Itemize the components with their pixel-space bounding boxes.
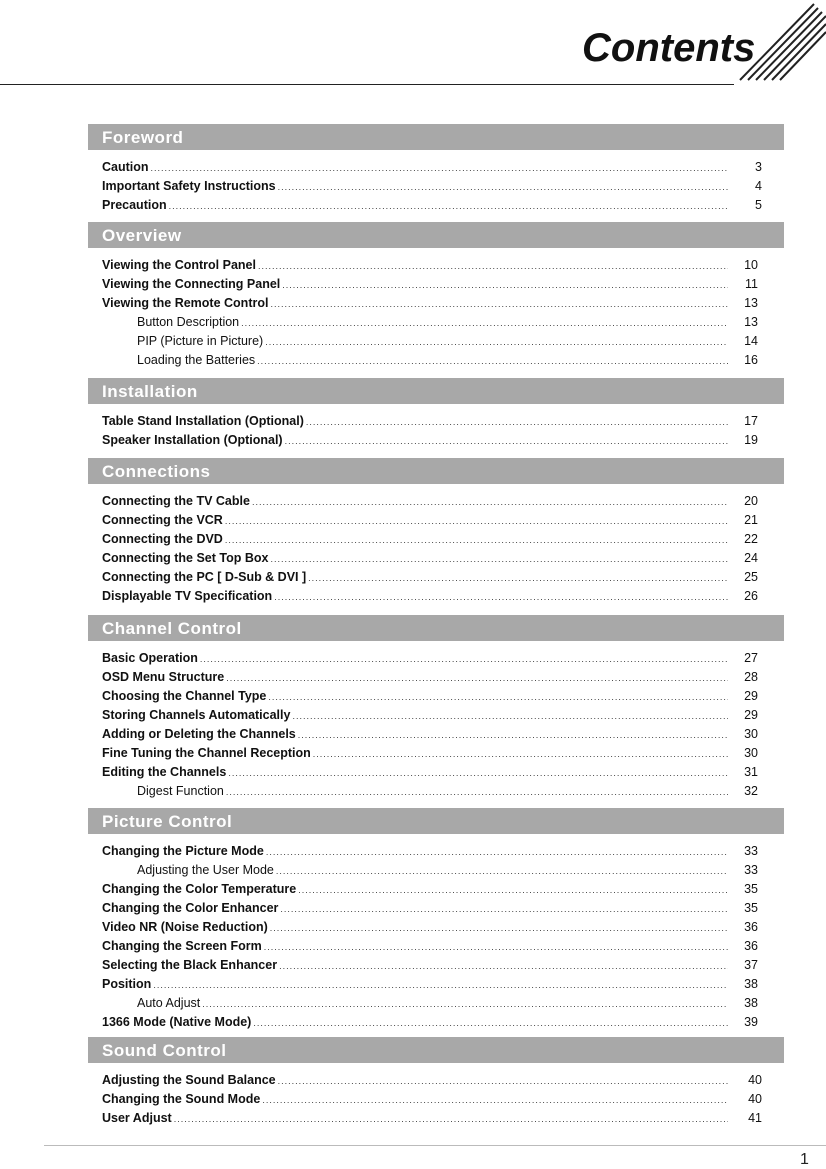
- section-heading: Picture Control: [88, 808, 784, 834]
- page-number: 1: [800, 1151, 809, 1168]
- toc-entry[interactable]: Viewing the Remote Control ..... 13: [88, 294, 784, 313]
- toc-entry[interactable]: Connecting the DVD ..... 22: [88, 530, 784, 549]
- toc-entry[interactable]: Changing the Screen Form ..... 36: [88, 937, 784, 956]
- section-heading: Installation: [88, 378, 784, 404]
- toc-entry[interactable]: Viewing the Control Panel ..... 10: [88, 256, 784, 275]
- toc-entry[interactable]: Connecting the PC [ D-Sub & DVI ] ..... 25: [88, 568, 784, 587]
- toc-entry[interactable]: Selecting the Black Enhancer ..... 37: [88, 956, 784, 975]
- toc-entry[interactable]: Connecting the TV Cable ..... 20: [88, 492, 784, 511]
- section-heading: Channel Control: [88, 615, 784, 641]
- toc-subentry[interactable]: Loading the Batteries ..... 16: [88, 351, 784, 370]
- toc-entry[interactable]: Connecting the VCR ..... 21: [88, 511, 784, 530]
- section-heading: Connections: [88, 458, 784, 484]
- toc-list: [88, 1071, 784, 1128]
- section-overview: [88, 222, 784, 370]
- toc-entry[interactable]: Video NR (Noise Reduction) ..... 36: [88, 918, 784, 937]
- toc-entry[interactable]: User Adjust ..... 41: [88, 1109, 784, 1128]
- section-heading: Overview: [88, 222, 784, 248]
- footer-rule: [44, 1145, 826, 1146]
- toc-list: [88, 842, 784, 1032]
- toc-entry[interactable]: OSD Menu Structure ..... 28: [88, 668, 784, 687]
- toc-entry[interactable]: Changing the Color Enhancer ..... 35: [88, 899, 784, 918]
- section-channel-control: [88, 615, 784, 801]
- section-heading: Sound Control: [88, 1037, 784, 1063]
- toc-entry[interactable]: Storing Channels Automatically ..... 29: [88, 706, 784, 725]
- toc-entry[interactable]: Changing the Picture Mode ..... 33: [88, 842, 784, 861]
- section-heading: Foreword: [88, 124, 784, 150]
- section-sound-control: [88, 1037, 784, 1128]
- toc-entry[interactable]: Connecting the Set Top Box ..... 24: [88, 549, 784, 568]
- toc-list: [88, 158, 784, 215]
- toc-subentry[interactable]: Auto Adjust ..... 38: [88, 994, 784, 1013]
- toc-entry[interactable]: Changing the Color Temperature ..... 35: [88, 880, 784, 899]
- toc-entry[interactable]: Adding or Deleting the Channels ..... 30: [88, 725, 784, 744]
- toc-entry[interactable]: Choosing the Channel Type ..... 29: [88, 687, 784, 706]
- toc-entry[interactable]: Table Stand Installation (Optional) ..... 17: [88, 412, 784, 431]
- section-connections: [88, 458, 784, 606]
- toc-list: [88, 256, 784, 370]
- toc-entry[interactable]: Precaution ..... 5: [88, 196, 784, 215]
- toc-subentry[interactable]: PIP (Picture in Picture) ..... 14: [88, 332, 784, 351]
- toc-entry[interactable]: Speaker Installation (Optional) ..... 19: [88, 431, 784, 450]
- section-picture-control: [88, 808, 784, 1032]
- toc-entry[interactable]: Displayable TV Specification ..... 26: [88, 587, 784, 606]
- toc-entry[interactable]: 1366 Mode (Native Mode) ..... 39: [88, 1013, 784, 1032]
- toc-list: [88, 649, 784, 801]
- page-title: Contents: [582, 26, 756, 70]
- toc-list: [88, 412, 784, 450]
- toc-entry[interactable]: Caution ..... 3: [88, 158, 784, 177]
- toc-entry[interactable]: Position ..... 38: [88, 975, 784, 994]
- diagonal-stripes-decoration: [730, 0, 826, 84]
- toc-subentry[interactable]: Digest Function ..... 32: [88, 782, 784, 801]
- section-foreword: [88, 124, 784, 215]
- toc-subentry[interactable]: Button Description ..... 13: [88, 313, 784, 332]
- toc-entry[interactable]: Important Safety Instructions ..... 4: [88, 177, 784, 196]
- toc-entry[interactable]: Basic Operation ..... 27: [88, 649, 784, 668]
- section-installation: [88, 378, 784, 450]
- toc-entry[interactable]: Fine Tuning the Channel Reception ..... 30: [88, 744, 784, 763]
- toc-entry[interactable]: Editing the Channels ..... 31: [88, 763, 784, 782]
- toc-entry[interactable]: Viewing the Connecting Panel ..... 11: [88, 275, 784, 294]
- header-rule: [0, 84, 734, 85]
- toc-entry[interactable]: Adjusting the Sound Balance ..... 40: [88, 1071, 784, 1090]
- toc-list: [88, 492, 784, 606]
- toc-subentry[interactable]: Adjusting the User Mode ..... 33: [88, 861, 784, 880]
- toc-entry[interactable]: Changing the Sound Mode ..... 40: [88, 1090, 784, 1109]
